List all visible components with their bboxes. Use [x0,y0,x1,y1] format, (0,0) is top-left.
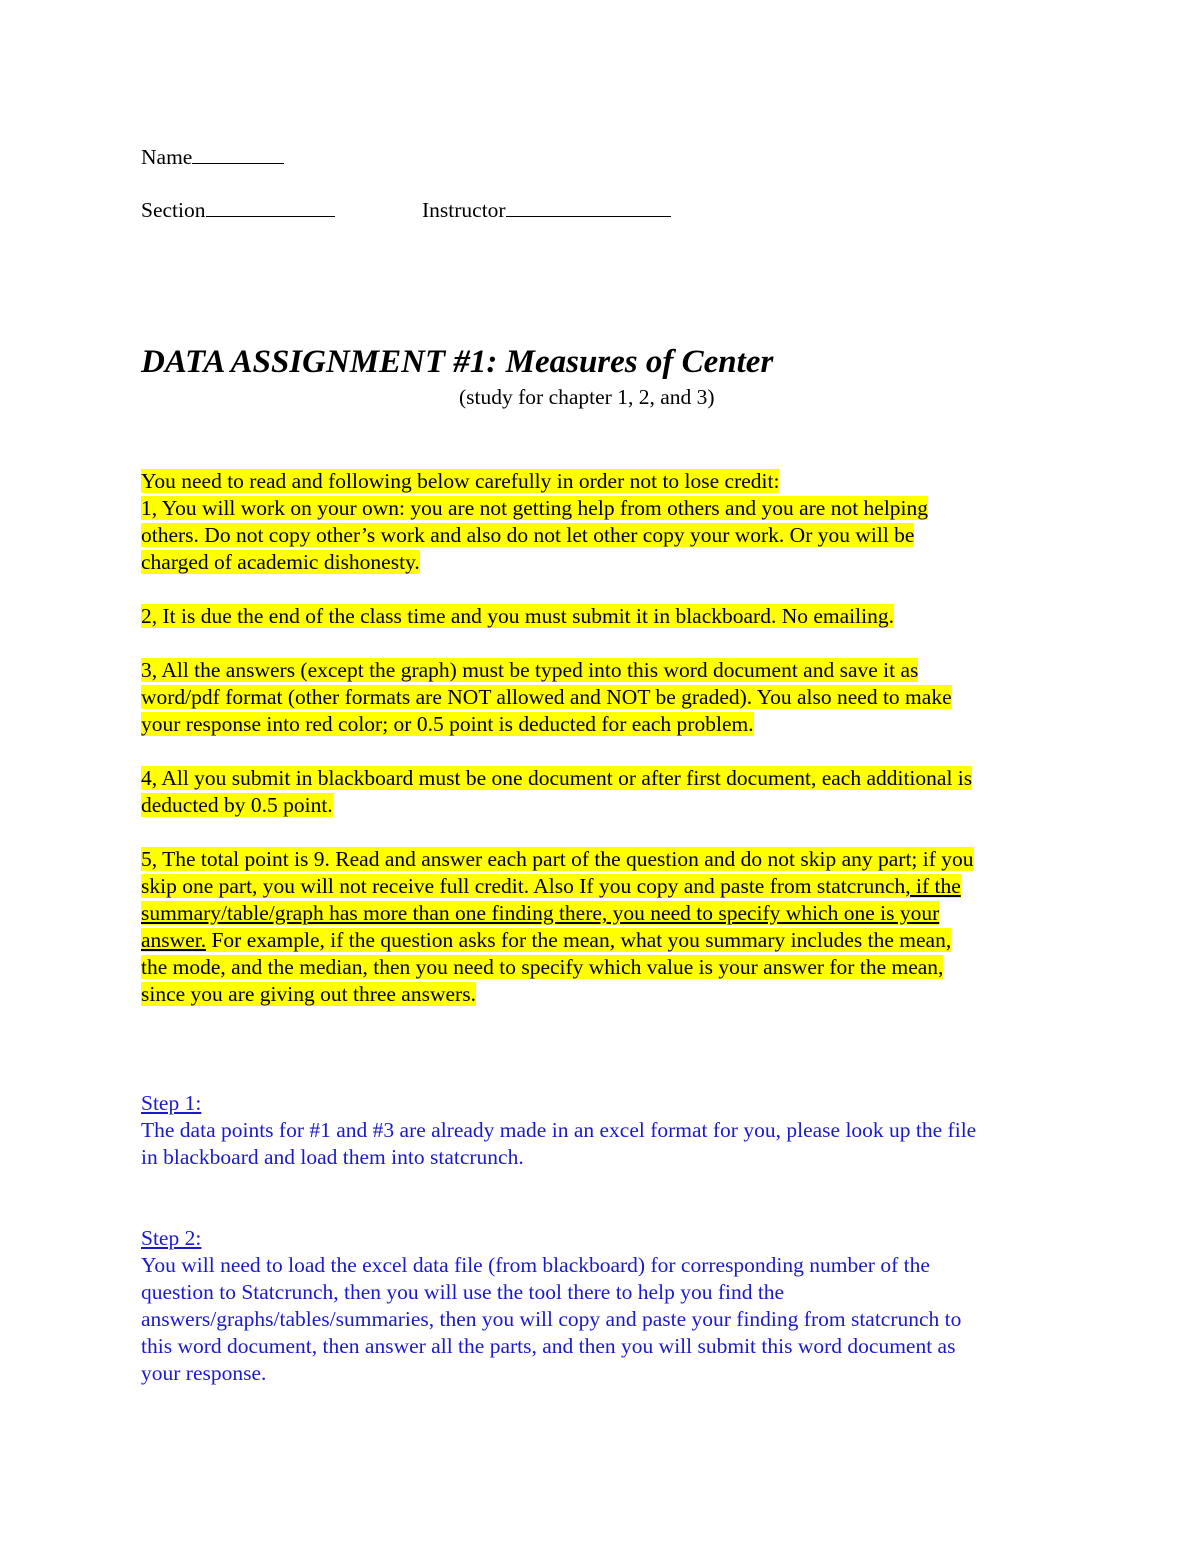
item3-line1: 3, All the answers (except the graph) must be typed into this word document and save it as [141,658,919,682]
name-label: Name [141,145,193,169]
page-title: DATA ASSIGNMENT #1: Measures of Center [141,344,774,380]
section-label: Section [141,198,206,222]
item4-line1: 4, All you submit in blackboard must be one document or after first document, each additional is [141,766,973,790]
step2-line1: You will need to load the excel data file (from blackboard) for corresponding number of the [141,1253,930,1277]
instructor-label: Instructor [422,198,506,222]
item2: 2, It is due the end of the class time and you must submit it in blackboard. No emailing. [141,604,894,628]
step2-line2: question to Statcrunch, then you will use the tool there to help you find the [141,1280,785,1304]
name-field [141,144,284,171]
instructor-field [422,197,671,224]
item3-line2: word/pdf format (other formats are NOT allowed and NOT be graded). You also need to make [141,685,952,709]
item5-line5: the mode, and the median, then you need to specify which value is your answer for the mean, [141,955,944,979]
item3-line3: your response into red color; or 0.5 point is deducted for each problem. [141,712,754,736]
item1-line2: others. Do not copy other’s work and also do not let other copy your work. Or you will be [141,523,915,547]
item5-line1: 5, The total point is 9. Read and answer each part of the question and do not skip any part; if you [141,847,974,871]
item5-line4: answer. For example, if the question asks for the mean, what you summary includes the mean, [141,928,952,952]
step2-heading: Step 2: [141,1226,202,1250]
section-field [141,197,335,224]
name-blank [192,145,284,164]
instructions-intro: You need to read and following below carefully in order not to lose credit: [141,469,780,493]
item4-line2: deducted by 0.5 point. [141,793,333,817]
item1-line3: charged of academic dishonesty. [141,550,420,574]
item5-line2: skip one part, you will not receive full credit. Also If you copy and paste from statcrunch, if the [141,874,961,898]
item5-line3: summary/table/graph has more than one finding there, you need to specify which one is your [141,901,940,925]
instructor-blank [506,198,671,217]
step1-line1: The data points for #1 and #3 are already made in an excel format for you, please look up the file [141,1118,977,1142]
item5-line6: since you are giving out three answers. [141,982,476,1006]
step2-line4: this word document, then answer all the parts, and then you will submit this word document as [141,1334,956,1358]
section-blank [206,198,335,217]
step1-heading: Step 1: [141,1091,202,1115]
page-subtitle: (study for chapter 1, 2, and 3) [459,385,715,409]
item1-line1: 1, You will work on your own: you are not getting help from others and you are not helping [141,496,929,520]
step2-line3: answers/graphs/tables/summaries, then you will copy and paste your finding from statcrunch to [141,1307,962,1331]
step2-line5: your response. [141,1361,267,1385]
step1-line2: in blackboard and load them into statcrunch. [141,1145,524,1169]
